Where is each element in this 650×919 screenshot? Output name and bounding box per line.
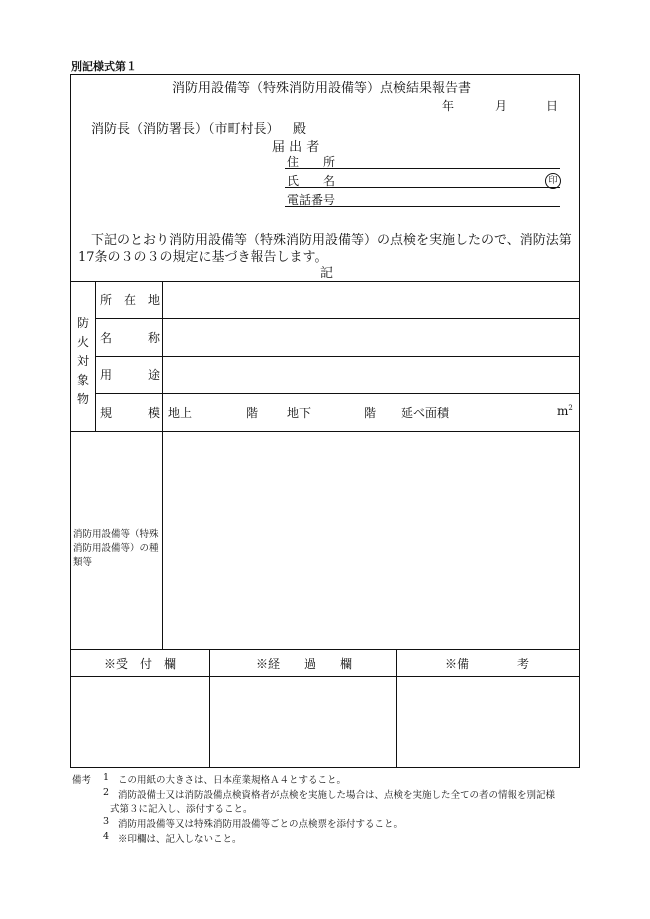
form-number-label: 別記様式第１	[71, 60, 137, 73]
note-2-number: 2	[103, 787, 110, 798]
object-section-bottom-line	[70, 431, 580, 432]
notes-label: 備考	[72, 775, 92, 786]
notifier-name-label: 氏 名	[287, 174, 336, 188]
date-month: 月	[495, 99, 508, 113]
remarks-column-header: ※備 考	[445, 657, 530, 671]
ki-marker: 記	[320, 266, 334, 281]
unit-exponent: 2	[568, 404, 573, 412]
notifier-address-label: 住 所	[287, 155, 336, 169]
note-1-number: 1	[103, 772, 110, 783]
scale-underground: 地下	[287, 406, 312, 420]
scale-unit	[557, 404, 573, 418]
equipment-kind-label: 消防用設備等（特殊消防用設備等）の種類等	[73, 529, 159, 568]
seal-mark: 印	[545, 173, 561, 189]
note-2-continuation: 式第３に記入し、添付すること。	[110, 804, 253, 815]
reception-column-header: ※受 付 欄	[104, 657, 177, 671]
row-divider-2	[95, 356, 580, 357]
fire-prevention-object-label: 防火対象物	[76, 316, 89, 406]
scale-floors-below: 階	[364, 406, 377, 420]
phone-underline	[285, 206, 560, 207]
scale-total-floor-area: 延べ面積	[401, 406, 450, 420]
row-label-scale: 規 模	[100, 406, 161, 420]
note-4-text: ※印欄は、記入しないこと。	[118, 834, 242, 845]
form-title: 消防用設備等（特殊消防用設備等）点検結果報告書	[172, 81, 472, 96]
label-column-line	[162, 281, 163, 649]
row-divider-1	[95, 318, 580, 319]
date-year: 年	[442, 99, 455, 113]
kind-section-bottom-line	[70, 649, 580, 650]
row-divider-3	[95, 393, 580, 394]
body-text-line-2: 17条の３の３の規定に基づき報告します。	[78, 250, 328, 265]
table-top-line	[70, 281, 580, 282]
addressee: 消防長（消防署長）（市町村長）	[91, 122, 280, 137]
note-4-number: 4	[103, 831, 110, 842]
row-label-location: 所 在 地	[100, 293, 161, 307]
notifier-phone-label: 電話番号	[287, 193, 336, 207]
body-text-line-1: 下記のとおり消防用設備等（特殊消防用設備等）の点検を実施したので、消防法第	[91, 233, 572, 248]
address-underline	[285, 168, 560, 169]
note-3-number: 3	[103, 816, 110, 827]
bottom-column-line-1	[209, 649, 210, 768]
row-label-name: 名 称	[100, 331, 161, 345]
object-label-column-line	[95, 281, 96, 431]
name-underline	[285, 187, 560, 188]
notifier-label: 届 出 者	[272, 140, 320, 155]
progress-column-header: ※経 過 欄	[256, 657, 353, 671]
date-day: 日	[546, 99, 559, 113]
scale-above-ground: 地上	[168, 406, 193, 420]
note-1-text: この用紙の大きさは、日本産業規格Ａ４とすること。	[118, 775, 347, 786]
scale-floors-above: 階	[246, 406, 259, 420]
bottom-header-line	[70, 676, 580, 677]
bottom-column-line-2	[396, 649, 397, 768]
note-3-text: 消防用設備等又は特殊消防用設備等ごとの点検票を添付すること。	[118, 819, 404, 830]
row-label-use: 用 途	[100, 368, 161, 382]
unit-base: m	[557, 404, 569, 418]
note-2-text: 消防設備士又は消防設備点検資格者が点検を実施した場合は、点検を実施した全ての者の情報を別記様	[118, 790, 556, 801]
honorific: 殿	[293, 122, 307, 137]
